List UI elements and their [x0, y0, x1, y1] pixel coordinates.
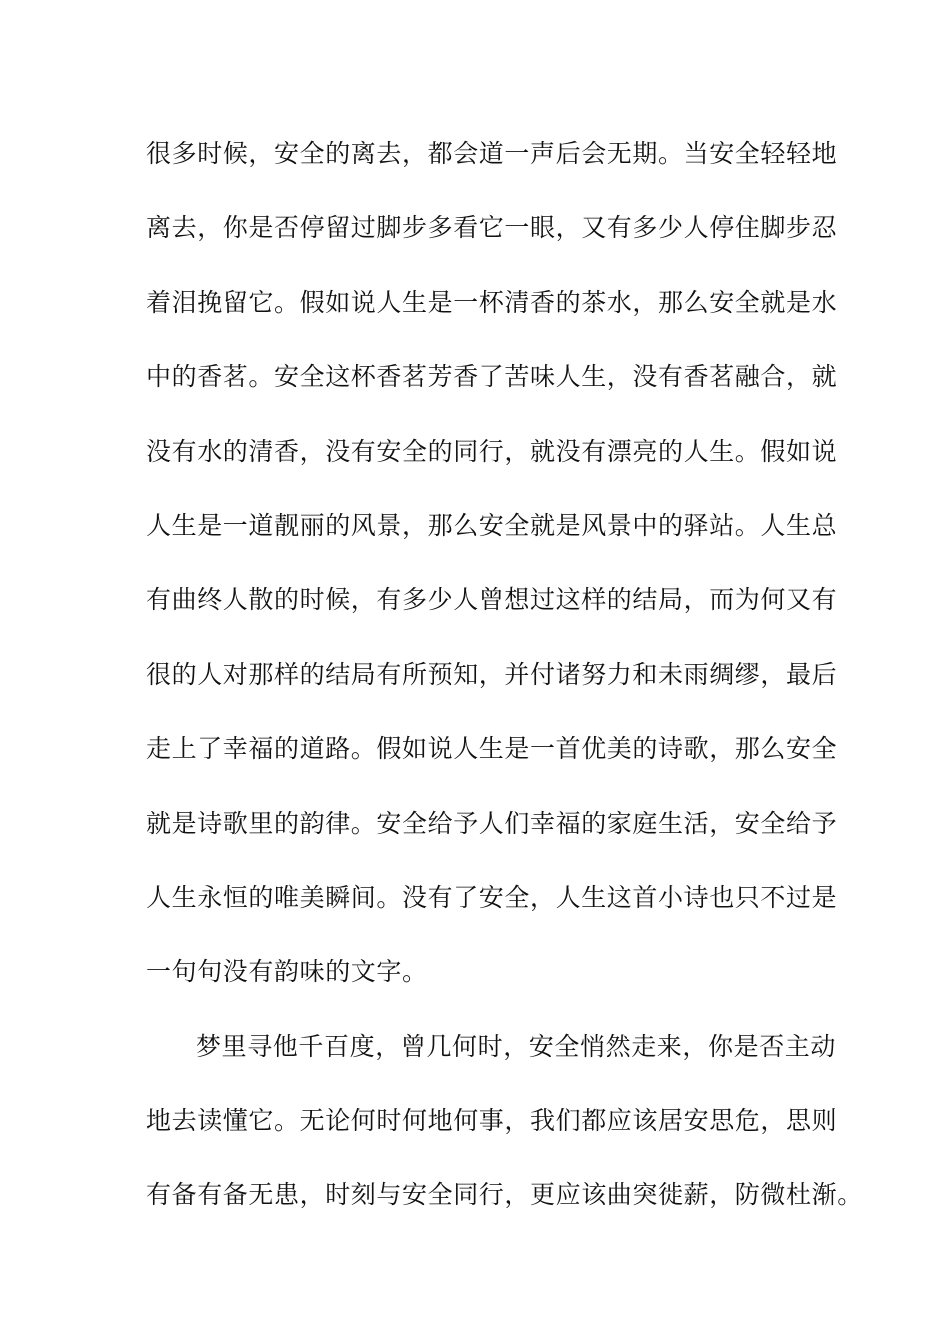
text-line: 走上了幸福的道路。假如说人生是一首优美的诗歌，那么安全	[146, 734, 838, 764]
text-line: 着泪挽留它。假如说人生是一杯清香的茶水，那么安全就是水	[146, 287, 838, 317]
text-line: 一句句没有韵味的文字。	[146, 957, 428, 987]
text-line: 地去读懂它。无论何时何地何事，我们都应该居安思危，思则	[146, 1106, 838, 1136]
text-line: 很多时候，安全的离去，都会道一声后会无期。当安全轻轻地	[146, 139, 838, 168]
body-text	[146, 130, 863, 1246]
paragraph-first-line: 梦里寻他千百度，曾几何时，安全悄然走来，你是否主动	[196, 1031, 837, 1061]
text-line: 离去，你是否停留过脚步多看它一眼，又有多少人停住脚步忍	[146, 213, 838, 243]
text-line: 很的人对那样的结局有所预知，并付诸努力和未雨绸缪，最后	[146, 659, 838, 689]
text-line: 没有水的清香，没有安全的同行，就没有漂亮的人生。假如说	[146, 436, 838, 466]
text-line: 中的香茗。安全这杯香茗芳香了苦味人生，没有香茗融合，就	[146, 362, 838, 392]
text-line: 就是诗歌里的韵律。安全给予人们幸福的家庭生活，安全给予	[146, 808, 838, 838]
text-line: 人生是一道靓丽的风景，那么安全就是风景中的驿站。人生总	[146, 510, 838, 540]
text-line: 有曲终人散的时候，有多少人曾想过这样的结局，而为何又有	[146, 585, 838, 615]
text-line: 有备有备无患，时刻与安全同行，更应该曲突徙薪，防微杜渐。	[146, 1180, 863, 1210]
text-line: 人生永恒的唯美瞬间。没有了安全，人生这首小诗也只不过是	[146, 882, 838, 912]
